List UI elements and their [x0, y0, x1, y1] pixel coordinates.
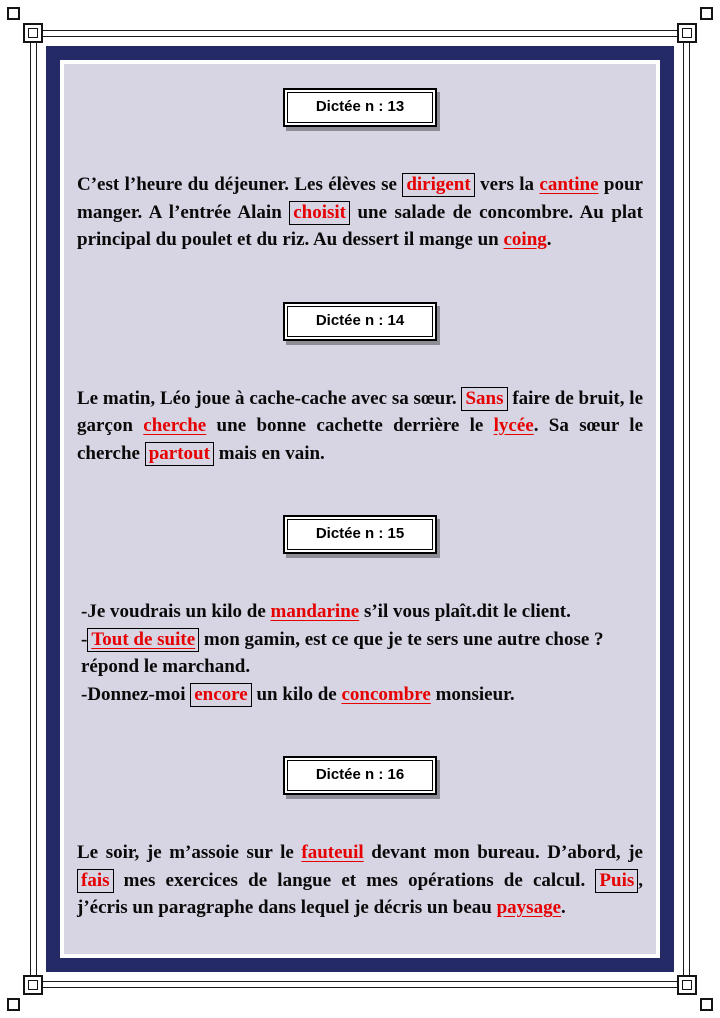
- highlighted-word-boxed: dirigent: [402, 173, 474, 197]
- text-segment: Le soir, je m’assoie sur le: [77, 842, 302, 863]
- dictee-section-15: [77, 515, 643, 708]
- dictee-paragraph: [77, 839, 643, 922]
- corner-ornament: [700, 998, 713, 1011]
- text-segment: , j’écris un paragraphe dans lequel je décris un beau: [77, 869, 643, 918]
- dictee-title: Dictée n : 14: [315, 311, 405, 329]
- dictee-paragraph: [77, 598, 643, 626]
- text-segment: mais en vain.: [213, 442, 325, 464]
- text-segment: pour manger. A l’entrée Alain: [77, 174, 643, 223]
- corner-ornament: [23, 23, 43, 43]
- highlighted-word-boxed: Puis: [595, 869, 638, 893]
- highlighted-word-boxed: partout: [145, 442, 214, 466]
- dictee-title: Dictée n : 13: [315, 98, 405, 115]
- text-segment: s’il vous plaît.dit le client.: [359, 601, 571, 622]
- text-segment: une salade de concombre. Au plat principal du poulet et du riz. Au dessert il mange un: [77, 201, 643, 250]
- highlighted-word-underlined: paysage: [496, 897, 562, 918]
- text-segment: Le matin, Léo joue à cache-cache avec sa sœur.: [77, 387, 462, 409]
- highlighted-word-boxed: fais: [77, 869, 114, 893]
- dictee-sections: [77, 88, 643, 922]
- highlighted-word-underlined: concombre: [341, 683, 431, 705]
- content-area: [64, 64, 656, 954]
- dictee-section-14: [77, 302, 643, 468]
- highlighted-word-boxed: encore: [190, 683, 251, 707]
- dictee-paragraph: [77, 626, 643, 681]
- dictee-title-box-inner: [287, 519, 433, 550]
- dictee-title-box: [283, 515, 437, 554]
- corner-ornament: [23, 975, 43, 995]
- text-segment: une bonne cachette derrière le: [206, 415, 494, 436]
- corner-ornament: [677, 975, 697, 995]
- highlighted-word-boxed: Sans: [461, 387, 507, 411]
- text-segment: . Sa sœur le cherche: [77, 415, 644, 464]
- dictee-title: Dictée n : 16: [315, 766, 405, 783]
- corner-ornament: [677, 23, 697, 43]
- highlighted-word-underlined: lycée: [493, 415, 534, 436]
- dictee-title-row: [77, 756, 643, 795]
- text-segment: mes exercices de langue et mes opérations de calcul.: [113, 869, 596, 891]
- text-segment: faire de bruit, le garçon: [77, 387, 644, 436]
- dictee-section-13: [77, 88, 643, 254]
- text-segment: monsieur.: [430, 683, 515, 705]
- corner-ornament: [7, 7, 20, 20]
- highlighted-word-underlined: cantine: [539, 174, 599, 195]
- dictee-title-box-inner: [287, 306, 433, 337]
- dictee-title: Dictée n : 15: [315, 525, 405, 542]
- dictee-paragraph: [77, 681, 643, 709]
- text-segment: un kilo de: [251, 683, 342, 705]
- text-segment: -Je voudrais un kilo de: [81, 601, 271, 622]
- dictee-title-row: [77, 515, 643, 554]
- corner-ornament: [700, 7, 713, 20]
- dictee-title-row: [77, 88, 643, 127]
- text-segment: vers la: [474, 174, 540, 195]
- highlighted-word-underlined: fauteuil: [301, 842, 364, 863]
- highlighted-word-boxed: choisit: [289, 201, 350, 225]
- dictee-title-box: [283, 756, 437, 795]
- highlighted-word-underlined: cherche: [143, 415, 207, 436]
- dictee-title-box: [283, 302, 437, 341]
- dictee-title-box: [283, 88, 437, 127]
- text-segment: -: [81, 628, 88, 650]
- text-segment: C’est l’heure du déjeuner. Les élèves se: [77, 174, 403, 195]
- corner-ornament: [7, 998, 20, 1011]
- text-segment: .: [561, 897, 566, 918]
- highlighted-word-underlined: mandarine: [270, 601, 360, 622]
- highlighted-word-boxed: Tout de suite: [87, 628, 199, 652]
- text-segment: -Donnez-moi: [81, 683, 191, 705]
- dictee-title-box-inner: [287, 760, 433, 791]
- dictee-paragraph: [77, 171, 643, 254]
- dictee-title-box-inner: [287, 92, 433, 123]
- dictee-paragraph: [77, 385, 643, 468]
- dictee-title-row: [77, 302, 643, 341]
- text-segment: devant mon bureau. D’abord, je: [363, 842, 643, 863]
- text-segment: mon gamin, est ce que je te sers une autre chose ? répond le marchand.: [81, 628, 604, 677]
- dictee-section-16: [77, 756, 643, 922]
- text-segment: .: [546, 229, 552, 250]
- highlighted-word-underlined: coing: [503, 229, 547, 250]
